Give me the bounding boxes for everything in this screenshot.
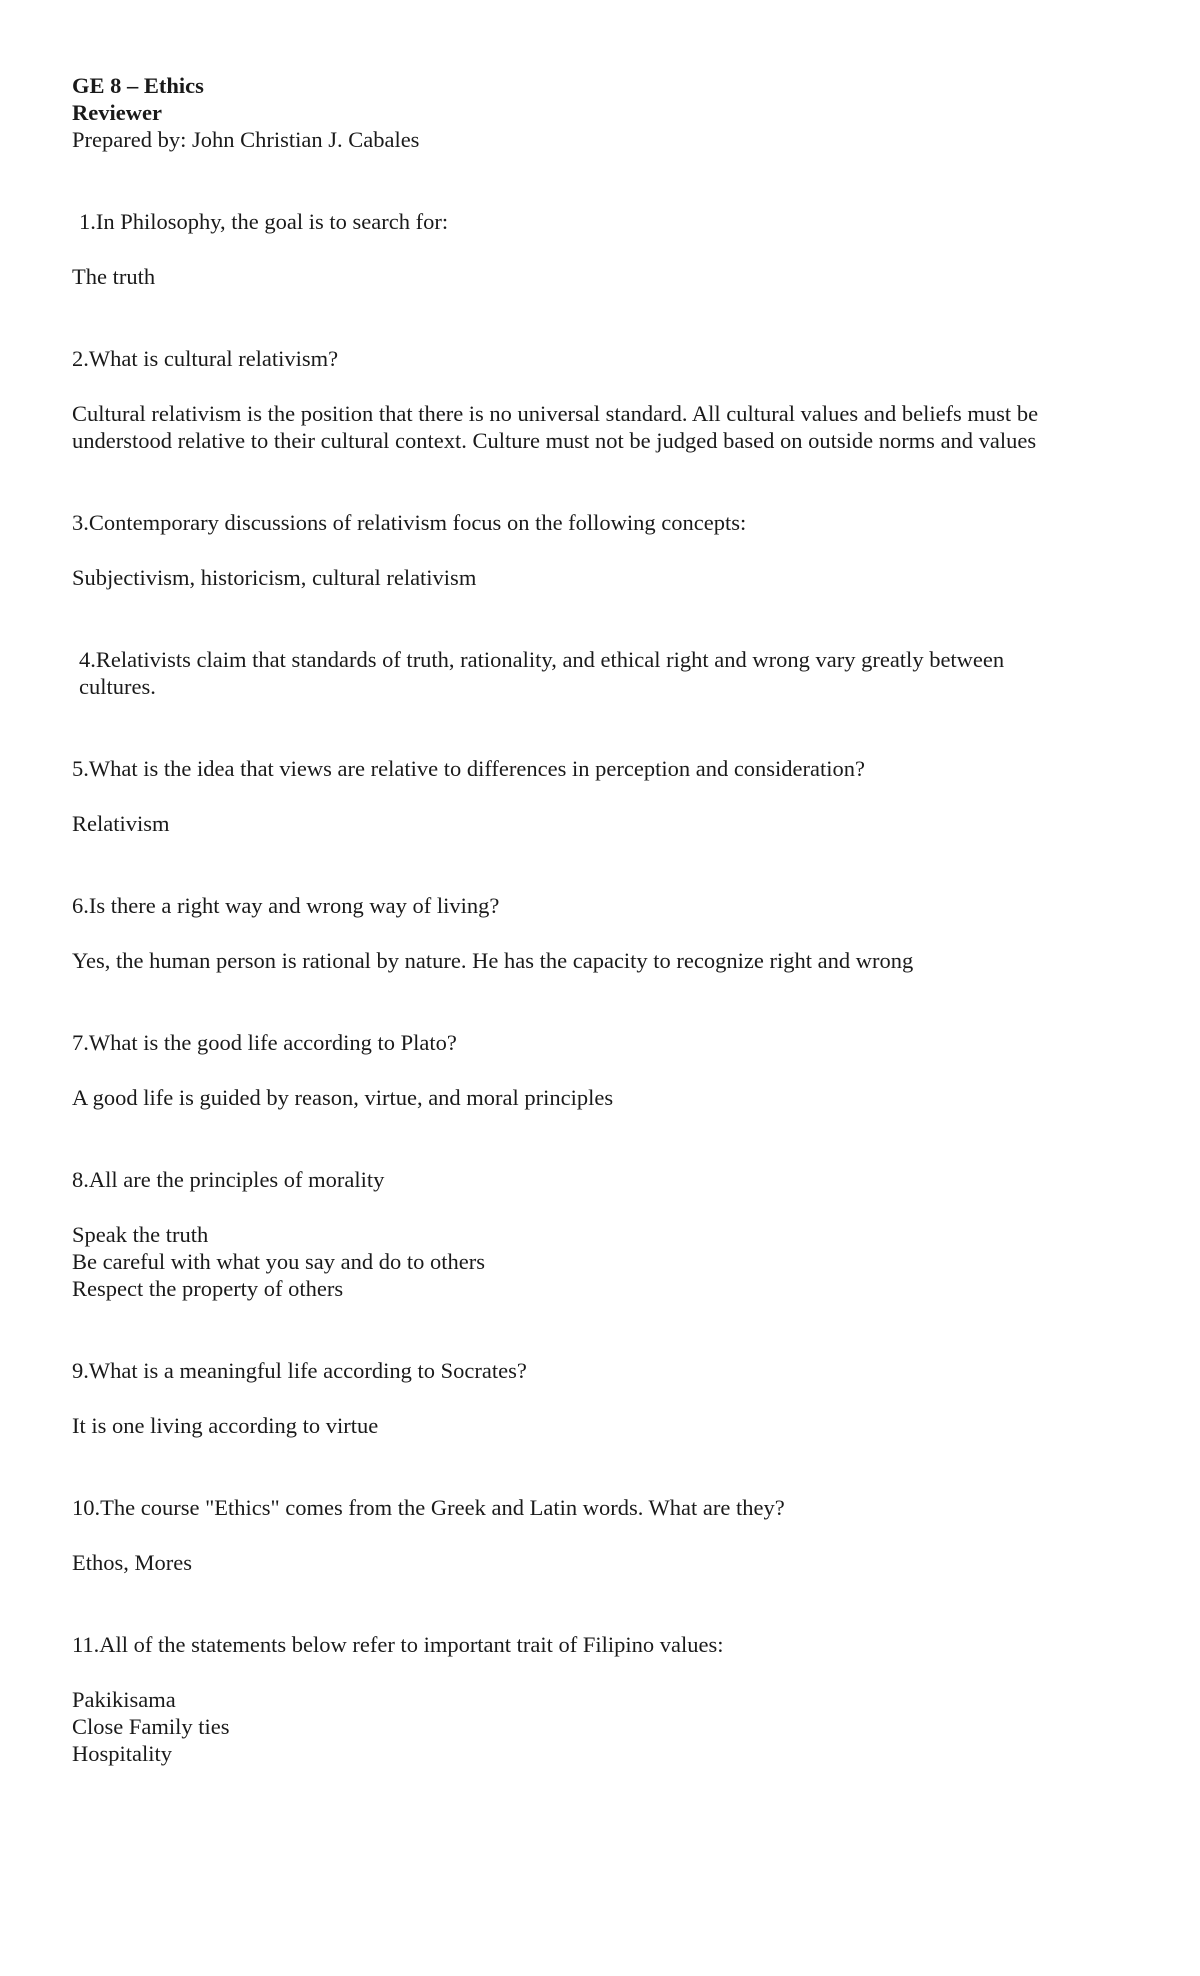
answer-2-line-2: understood relative to their cultural context. Culture must not be judged based on outside norms and values: [72, 428, 1037, 453]
answer-6: Yes, the human person is rational by nature. He has the capacity to recognize right and wrong: [72, 948, 914, 973]
question-7: 7.What is the good life according to Plato?: [72, 1030, 457, 1055]
answer-8-line-3: Respect the property of others: [72, 1276, 344, 1301]
question-8: 8.All are the principles of morality: [72, 1167, 385, 1192]
answer-1: The truth: [72, 264, 156, 289]
answer-9: It is one living according to virtue: [72, 1413, 379, 1438]
answer-5: Relativism: [72, 811, 170, 836]
question-1: 1.In Philosophy, the goal is to search for:: [79, 209, 449, 234]
question-9: 9.What is a meaningful life according to Socrates?: [72, 1358, 527, 1383]
question-2: 2.What is cultural relativism?: [72, 346, 339, 371]
answer-11-line-2: Close Family ties: [72, 1714, 230, 1739]
answer-8-line-1: Speak the truth: [72, 1222, 209, 1247]
prepared-by: Prepared by: John Christian J. Cabales: [72, 127, 420, 152]
answer-8-line-2: Be careful with what you say and do to others: [72, 1249, 486, 1274]
question-10: 10.The course "Ethics" comes from the Greek and Latin words. What are they?: [72, 1495, 785, 1520]
answer-7: A good life is guided by reason, virtue, and moral principles: [72, 1085, 614, 1110]
answer-11-line-1: Pakikisama: [72, 1687, 176, 1712]
question-4-line-2: cultures.: [79, 674, 156, 699]
course-title: GE 8 – Ethics: [72, 73, 204, 98]
question-5: 5.What is the idea that views are relative to differences in perception and consideration?: [72, 756, 866, 781]
answer-3: Subjectivism, historicism, cultural relativism: [72, 565, 477, 590]
question-4-line-1: 4.Relativists claim that standards of truth, rationality, and ethical right and wrong vary greatly between: [79, 647, 1005, 672]
question-11: 11.All of the statements below refer to important trait of Filipino values:: [72, 1632, 724, 1657]
answer-10: Ethos, Mores: [72, 1550, 192, 1575]
answer-11-line-3: Hospitality: [72, 1741, 172, 1766]
answer-2-line-1: Cultural relativism is the position that there is no universal standard. All cultural values and beliefs must be: [72, 401, 1039, 426]
question-6: 6.Is there a right way and wrong way of living?: [72, 893, 500, 918]
question-3: 3.Contemporary discussions of relativism focus on the following concepts:: [72, 510, 747, 535]
document-type: Reviewer: [72, 100, 162, 125]
